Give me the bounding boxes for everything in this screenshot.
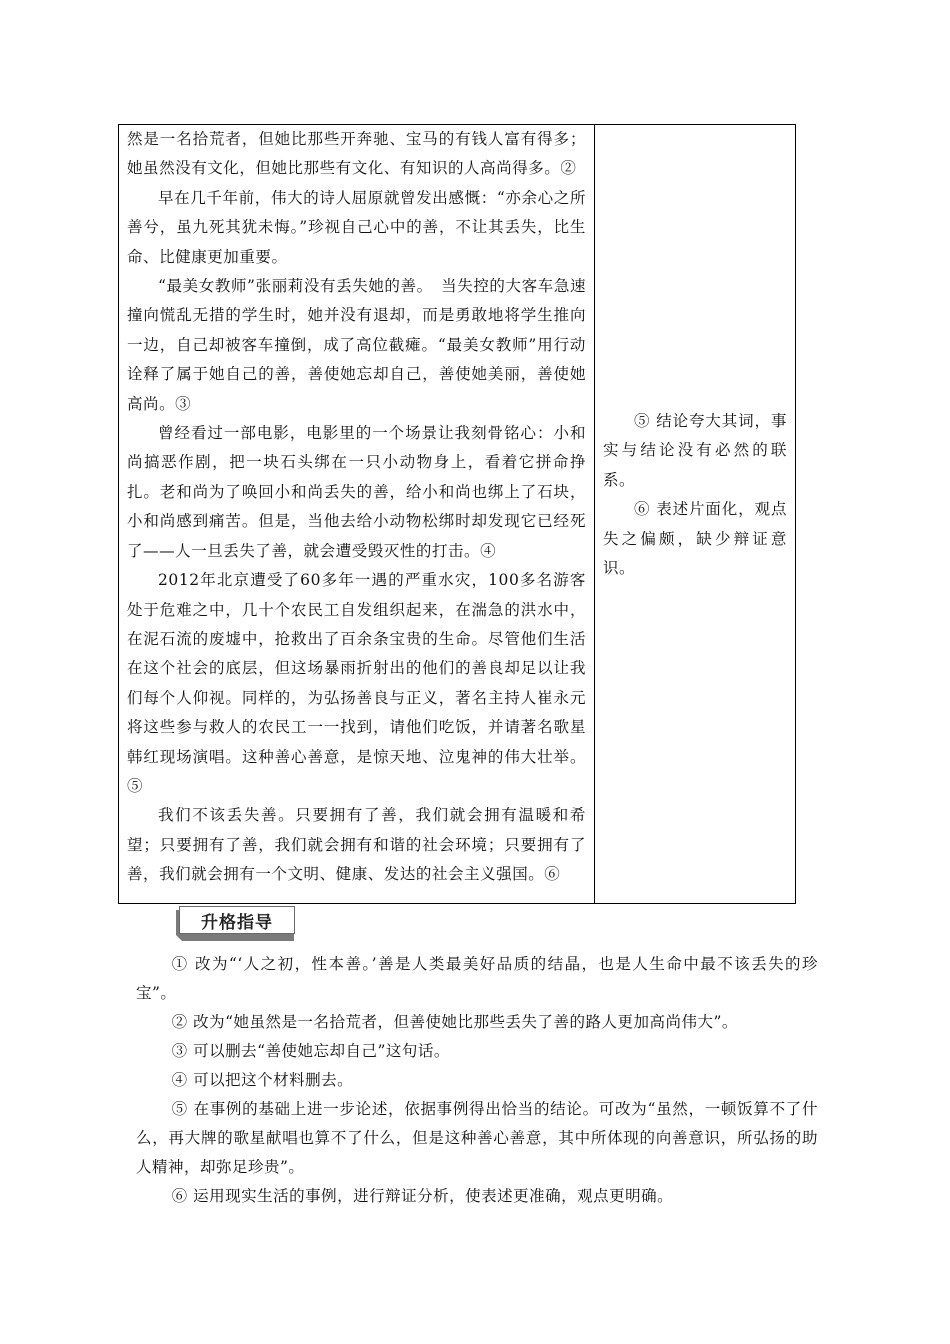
revision-guide xyxy=(136,950,818,1211)
comment-paragraph: ⑥ 表述片面化，观点失之偏颇，缺少辩证意识。 xyxy=(603,500,787,578)
essay-paragraph: 我们不该丢失善。只要拥有了善，我们就会拥有温暖和希望；只要拥有了善，我们就会拥有和谐的社会环境；只要拥有了善，我们就会拥有一个文明、健康、发达的社会主义强国。⑥ xyxy=(127,806,586,884)
guide-item: ② 改为“她虽然是一名拾荒者，但善使她比那些丢失了善的路人更加高尚伟大”。 xyxy=(171,1013,738,1031)
guide-item: ① 改为“‘人之初，性本善。’善是人类最美好品质的结晶，也是人生命中最不该丢失的珍宝”。 xyxy=(136,955,818,1002)
essay-revision-table xyxy=(118,124,796,904)
essay-paragraph: “最美女教师”张丽莉没有丢失她的善。 当失控的大客车急速撞向慌乱无措的学生时，她并没有退却，而是勇敢地将学生推向一边，自己却被客车撞倒，成了高位截瘫。“最美女教师”用行动诠释了属于她自己的善，善使她忘却自己，善使她美丽，善使她高尚。③ xyxy=(127,277,586,413)
guide-item: ③ 可以删去“善使她忘却自己”这句话。 xyxy=(171,1042,450,1060)
guide-item: ⑤ 在事例的基础上进一步论述，依据事例得出恰当的结论。可改为“虽然，一顿饭算不了什么，再大牌的歌星献唱也算不了什么，但是这种善心善意，其中所体现的向善意识，所弘扬的助人精神，却弥足珍贵”。 xyxy=(136,1100,818,1176)
badge-label: 升格指导 xyxy=(179,906,295,934)
essay-paragraph: 曾经看过一部电影，电影里的一个场景让我刻骨铭心：小和尚搞恶作剧，把一块石头绑在一只小动物身上，看着它拼命挣扎。老和尚为了唤回小和尚丢失的善，给小和尚也绑上了石块，小和尚感到痛苦。但是，当他去给小动物松绑时却发现它已经死了——人一旦丢失了善，就会遭受毁灭性的打击。④ xyxy=(127,424,586,560)
essay-text-column xyxy=(119,125,595,903)
essay-paragraph: 2012年北京遭受了60多年一遇的严重水灾，100多名游客处于危难之中，几十个农民工自发组织起来，在湍急的洪水中，在泥石流的废墟中，抢救出了百余条宝贵的生命。尽管他们生活在这个社会的底层，但这场暴雨折射出的他们的善良却足以让我们每个人仰视。同样的，为弘扬善良与正义，著名主持人崔永元将这些参与救人的农民工一一找到，请他们吃饭，并请著名歌星韩红现场演唱。这种善心善意，是惊天地、泣鬼神的伟大壮举。⑤ xyxy=(127,571,586,795)
section-badge xyxy=(176,906,298,942)
guide-item: ⑥ 运用现实生活的事例，进行辩证分析，使表述更准确，观点更明确。 xyxy=(171,1187,674,1205)
essay-paragraph: 然是一名拾荒者，但她比那些开奔驰、宝马的有钱人富有得多；她虽然没有文化，但她比那些有文化、有知识的人高尚得多。② xyxy=(127,130,586,178)
comment-block xyxy=(603,407,787,583)
guide-item: ④ 可以把这个材料删去。 xyxy=(171,1071,354,1089)
comment-paragraph: ⑤ 结论夸大其词，事实与结论没有必然的联系。 xyxy=(603,412,787,489)
essay-paragraph: 早在几千年前，伟大的诗人屈原就曾发出感慨：“亦余心之所善兮，虽九死其犹未悔。”珍视自己心中的善，不让其丢失，比生命、比健康更加重要。 xyxy=(127,188,586,266)
comment-column xyxy=(595,125,795,903)
